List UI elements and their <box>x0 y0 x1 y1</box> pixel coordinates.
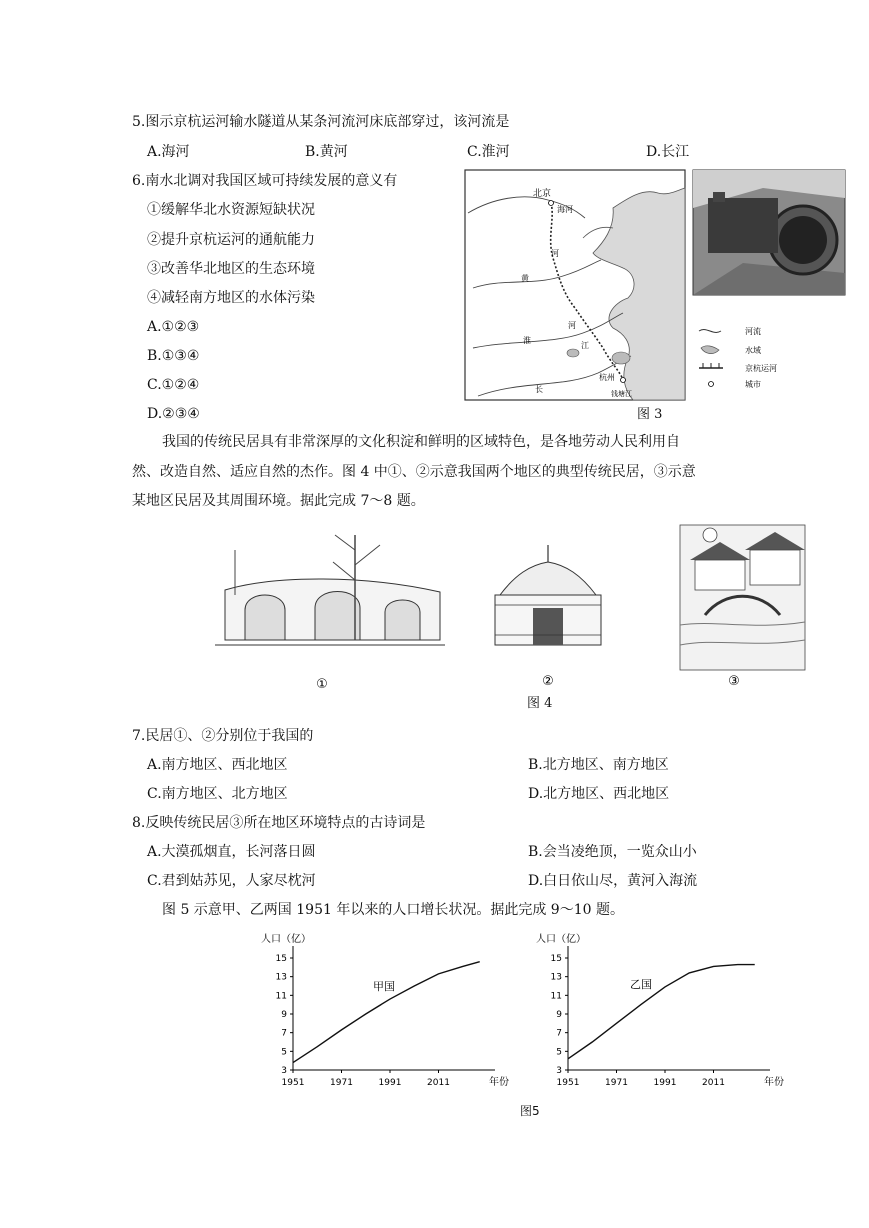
q7-option-d: D.北方地区、西北地区 <box>528 786 670 802</box>
x-tick-label: 1991 <box>653 1078 677 1088</box>
q6-item-3: ③改善华北地区的生态环境 <box>147 261 315 277</box>
y-tick-label: 5 <box>281 1047 287 1058</box>
q5-option-d: D.长江 <box>646 144 690 160</box>
x-tick-label: 1971 <box>605 1078 628 1088</box>
series-line <box>293 962 480 1063</box>
y-axis-label: 人口（亿） <box>536 934 586 945</box>
map-legend <box>699 326 777 389</box>
y-axis-label: 人口（亿） <box>261 934 311 945</box>
x-tick-label: 2011 <box>427 1078 450 1088</box>
figure-4 <box>215 520 815 690</box>
q8-stem: 8.反映传统民居③所在地区环境特点的古诗词是 <box>132 815 426 831</box>
y-tick-label: 9 <box>281 1010 287 1020</box>
intro910-line: 图 5 示意甲、乙两国 1951 年以来的人口增长状况。据此完成 9～10 题。 <box>162 902 624 918</box>
map-label-he1: 河 <box>551 249 559 258</box>
y-tick-label: 15 <box>275 954 287 964</box>
q6-option-c: C.①②④ <box>147 377 200 393</box>
intro78-line-3: 某地区民居及其周围环境。据此完成 7～8 题。 <box>132 493 425 509</box>
series-line <box>568 965 755 1059</box>
map-label-he2: 河 <box>568 321 576 330</box>
yurt-illustration <box>495 545 601 645</box>
q6-stem: 6.南水北调对我国区域可持续发展的意义有 <box>132 173 398 189</box>
map-label-qiantang: 钱塘江 <box>611 390 632 398</box>
q6-item-1: ①缓解华北水资源短缺状况 <box>147 202 315 218</box>
map-label-huang: 黄 <box>521 274 529 283</box>
y-tick-label: 11 <box>275 991 287 1002</box>
q5-option-c: C.淮河 <box>467 144 510 160</box>
q7-option-c: C.南方地区、北方地区 <box>147 786 288 802</box>
intro78-line-2: 然、改造自然、适应自然的杰作。图 4 中①、②示意我国两个地区的典型传统民居，③示意 <box>132 464 696 480</box>
map-label-haihe: 海河 <box>557 205 573 214</box>
q6-item-2: ②提升京杭运河的通航能力 <box>147 232 315 248</box>
q6-option-d: D.②③④ <box>147 406 200 422</box>
figure-4-caption: 图 4 <box>527 696 553 711</box>
q8-option-b: B.会当凌绝顶，一览众山小 <box>528 844 697 860</box>
y-tick-label: 9 <box>556 1010 562 1020</box>
canal-map <box>463 168 847 404</box>
map-label-huai: 淮 <box>523 336 531 345</box>
intro78-line-1: 我国的传统民居具有非常深厚的文化积淀和鲜明的区域特色，是各地劳动人民利用自 <box>162 434 680 450</box>
series-label: 乙国 <box>630 978 652 991</box>
q6-option-a: A.①②③ <box>147 319 200 335</box>
y-tick-label: 11 <box>550 991 562 1002</box>
q7-option-b: B.北方地区、南方地区 <box>528 757 669 773</box>
q6-item-4: ④减轻南方地区的水体污染 <box>147 290 315 306</box>
x-tick-label: 1951 <box>281 1078 305 1088</box>
fig4-label-1: ① <box>316 677 328 690</box>
q5-option-a: A.海河 <box>147 144 190 160</box>
legend-canal: 京杭运河 <box>745 364 777 373</box>
legend-city: 城市 <box>745 380 761 389</box>
y-tick-label: 5 <box>556 1047 562 1058</box>
y-tick-label: 13 <box>550 972 562 983</box>
x-tick-label: 1991 <box>378 1078 402 1088</box>
chart-country-jia <box>255 930 520 1100</box>
cave-dwelling-illustration <box>215 535 445 645</box>
x-tick-label: 2011 <box>702 1078 725 1088</box>
y-tick-label: 3 <box>281 1066 287 1076</box>
q8-option-c: C.君到姑苏见，人家尽枕河 <box>147 873 316 889</box>
q7-stem: 7.民居①、②分别位于我国的 <box>132 728 314 744</box>
q8-option-a: A.大漠孤烟直，长河落日圆 <box>147 844 316 860</box>
y-tick-label: 7 <box>556 1028 562 1039</box>
y-tick-label: 13 <box>275 972 287 983</box>
figure-5-caption: 图5 <box>520 1104 540 1118</box>
q5-stem: 5.图示京杭运河输水隧道从某条河流河床底部穿过，该河流是 <box>132 114 510 130</box>
y-tick-label: 3 <box>556 1066 562 1076</box>
map-label-beijing: 北京 <box>533 189 552 199</box>
chart-country-yi <box>530 930 795 1100</box>
map-label-jiang: 江 <box>581 341 589 350</box>
water-town-illustration <box>680 525 805 670</box>
x-axis-label: 年份 <box>764 1077 784 1088</box>
legend-water: 水域 <box>745 346 761 355</box>
fig4-label-3: ③ <box>728 674 740 689</box>
series-label: 甲国 <box>373 980 395 993</box>
x-axis-label: 年份 <box>489 1077 509 1088</box>
q6-option-b: B.①③④ <box>147 348 200 364</box>
legend-river: 河流 <box>745 327 761 336</box>
q5-option-b: B.黄河 <box>305 144 348 160</box>
map-label-chang: 长 <box>535 385 543 394</box>
x-tick-label: 1951 <box>556 1078 580 1088</box>
figure-3 <box>463 168 847 404</box>
x-tick-label: 1971 <box>330 1078 353 1088</box>
fig4-label-2: ② <box>542 674 554 689</box>
map-label-hangzhou: 杭州 <box>599 373 615 382</box>
tunnel-photo <box>693 170 845 295</box>
y-tick-label: 15 <box>550 954 562 964</box>
q7-option-a: A.南方地区、西北地区 <box>147 757 288 773</box>
y-tick-label: 7 <box>281 1028 287 1039</box>
q8-option-d: D.白日依山尽，黄河入海流 <box>528 873 698 889</box>
figure-3-caption: 图 3 <box>637 407 663 422</box>
